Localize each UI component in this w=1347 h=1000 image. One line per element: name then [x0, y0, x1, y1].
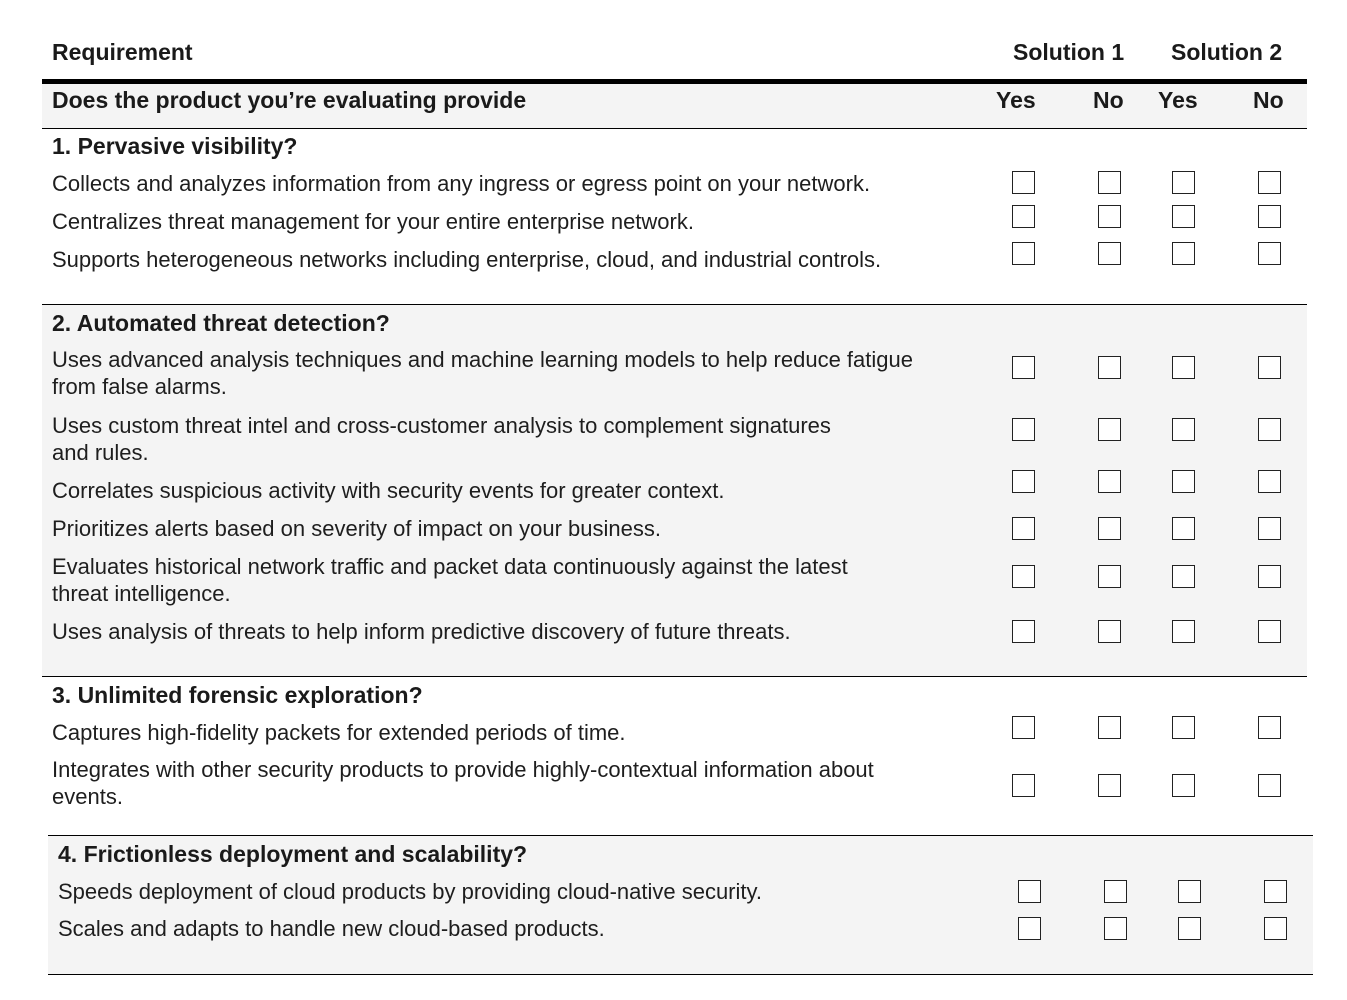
- solution-2-yes-checkbox[interactable]: [1178, 917, 1201, 940]
- solution-1-yes-checkbox[interactable]: [1012, 171, 1035, 194]
- solution-2-no-checkbox[interactable]: [1264, 880, 1287, 903]
- section-title: 3. Unlimited forensic exploration?: [52, 682, 423, 708]
- solution-2-no-header: No: [1253, 87, 1284, 113]
- solution-2-yes-header: Yes: [1158, 87, 1198, 113]
- solution-1-yes-checkbox[interactable]: [1012, 205, 1035, 228]
- section-title: 1. Pervasive visibility?: [52, 133, 298, 159]
- section-title: 4. Frictionless deployment and scalability?: [58, 841, 528, 867]
- solution-1-no-header: No: [1093, 87, 1124, 113]
- solution-2-no-checkbox[interactable]: [1258, 470, 1281, 493]
- solution-1-yes-checkbox[interactable]: [1012, 565, 1035, 588]
- solution-2-yes-checkbox[interactable]: [1172, 356, 1195, 379]
- solution-1-no-checkbox[interactable]: [1104, 917, 1127, 940]
- solution-2-no-checkbox[interactable]: [1258, 418, 1281, 441]
- solution-1-yes-checkbox[interactable]: [1012, 517, 1035, 540]
- solution-1-no-checkbox[interactable]: [1098, 517, 1121, 540]
- solution-1-no-checkbox[interactable]: [1098, 242, 1121, 265]
- table-bottom-rule: [48, 974, 1313, 975]
- solution-1-yes-checkbox[interactable]: [1012, 716, 1035, 739]
- requirement-text: Scales and adapts to handle new cloud-based products.: [58, 916, 605, 941]
- requirement-text: Captures high-fidelity packets for extended periods of time.: [52, 720, 626, 745]
- solution-1-no-checkbox[interactable]: [1098, 171, 1121, 194]
- solution-1-no-checkbox[interactable]: [1098, 205, 1121, 228]
- solution-2-yes-checkbox[interactable]: [1178, 880, 1201, 903]
- requirement-text: Prioritizes alerts based on severity of impact on your business.: [52, 516, 661, 541]
- requirement-text: Correlates suspicious activity with security events for greater context.: [52, 478, 725, 503]
- solution-1-no-checkbox[interactable]: [1098, 470, 1121, 493]
- solution-1-yes-checkbox[interactable]: [1018, 880, 1041, 903]
- solution-1-yes-checkbox[interactable]: [1012, 356, 1035, 379]
- solution-1-no-checkbox[interactable]: [1098, 716, 1121, 739]
- solution-2-no-checkbox[interactable]: [1258, 716, 1281, 739]
- section-title: 2. Automated threat detection?: [52, 310, 390, 336]
- requirement-text: Speeds deployment of cloud products by providing cloud-native security.: [58, 879, 762, 904]
- solution-2-no-checkbox[interactable]: [1258, 565, 1281, 588]
- solution-2-yes-checkbox[interactable]: [1172, 774, 1195, 797]
- solution-2-yes-checkbox[interactable]: [1172, 205, 1195, 228]
- solution-1-no-checkbox[interactable]: [1098, 774, 1121, 797]
- requirement-text: Integrates with other security products to provide highly-contextual information about events.: [52, 757, 874, 809]
- solution-1-header: Solution 1: [1013, 39, 1125, 65]
- header-bottom-rule: [42, 128, 1307, 129]
- solution-2-no-checkbox[interactable]: [1258, 171, 1281, 194]
- requirement-text: Uses custom threat intel and cross-customer analysis to complement signatures and rules.: [52, 413, 831, 465]
- solution-1-yes-checkbox[interactable]: [1012, 470, 1035, 493]
- solution-2-no-checkbox[interactable]: [1258, 620, 1281, 643]
- solution-1-yes-checkbox[interactable]: [1012, 774, 1035, 797]
- question-label: Does the product you’re evaluating provide: [52, 87, 527, 113]
- solution-2-yes-checkbox[interactable]: [1172, 418, 1195, 441]
- requirement-text: Supports heterogeneous networks including enterprise, cloud, and industrial controls.: [52, 247, 882, 272]
- solution-2-no-checkbox[interactable]: [1258, 356, 1281, 379]
- solution-2-header: Solution 2: [1171, 39, 1283, 65]
- solution-1-yes-checkbox[interactable]: [1012, 620, 1035, 643]
- solution-2-yes-checkbox[interactable]: [1172, 620, 1195, 643]
- solution-1-no-checkbox[interactable]: [1104, 880, 1127, 903]
- requirement-text: Uses advanced analysis techniques and machine learning models to help reduce fatigue from false alarms.: [52, 347, 913, 399]
- solution-1-yes-checkbox[interactable]: [1012, 418, 1035, 441]
- requirement-text: Evaluates historical network traffic and packet data continuously against the latest threat intelligence.: [52, 554, 848, 606]
- section-divider: [42, 676, 1307, 677]
- solution-2-no-checkbox[interactable]: [1258, 774, 1281, 797]
- solution-2-yes-checkbox[interactable]: [1172, 171, 1195, 194]
- solution-1-no-checkbox[interactable]: [1098, 620, 1121, 643]
- solution-2-yes-checkbox[interactable]: [1172, 517, 1195, 540]
- requirement-header: Requirement: [52, 39, 193, 65]
- solution-1-no-checkbox[interactable]: [1098, 356, 1121, 379]
- solution-2-yes-checkbox[interactable]: [1172, 242, 1195, 265]
- solution-1-yes-header: Yes: [996, 87, 1036, 113]
- solution-1-no-checkbox[interactable]: [1098, 418, 1121, 441]
- requirement-text: Uses analysis of threats to help inform predictive discovery of future threats.: [52, 619, 791, 644]
- solution-2-no-checkbox[interactable]: [1258, 205, 1281, 228]
- solution-2-yes-checkbox[interactable]: [1172, 716, 1195, 739]
- solution-2-no-checkbox[interactable]: [1264, 917, 1287, 940]
- requirement-text: Collects and analyzes information from any ingress or egress point on your network.: [52, 171, 871, 196]
- solution-2-yes-checkbox[interactable]: [1172, 565, 1195, 588]
- solution-1-yes-checkbox[interactable]: [1012, 242, 1035, 265]
- solution-2-no-checkbox[interactable]: [1258, 242, 1281, 265]
- solution-1-yes-checkbox[interactable]: [1018, 917, 1041, 940]
- solution-2-no-checkbox[interactable]: [1258, 517, 1281, 540]
- solution-1-no-checkbox[interactable]: [1098, 565, 1121, 588]
- solution-2-yes-checkbox[interactable]: [1172, 470, 1195, 493]
- requirement-text: Centralizes threat management for your entire enterprise network.: [52, 209, 694, 234]
